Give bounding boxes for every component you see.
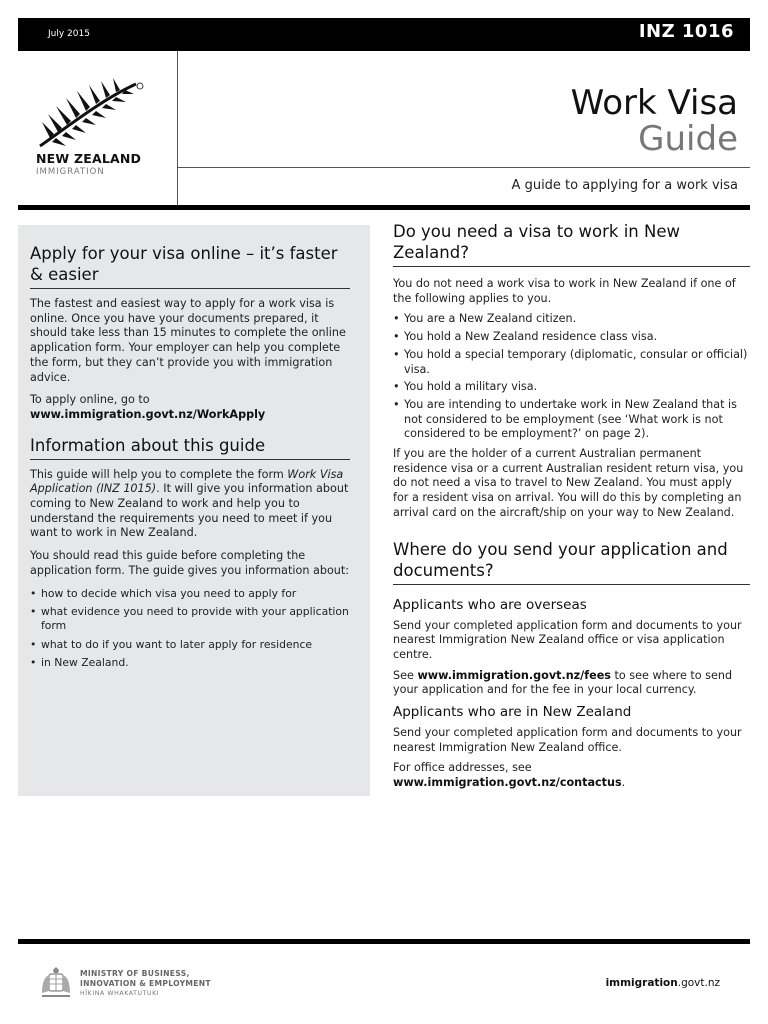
guide-read-paragraph: You should read this guide before completing the application form. The guide gives you information about: xyxy=(30,549,350,577)
in-nz-paragraph: Send your completed application form and documents to your nearest Immigration New Zealand office. xyxy=(393,726,742,754)
ministry-maori-name: HĪKINA WHAKATUTUKI xyxy=(80,990,160,997)
fees-paragraph: See www.immigration.govt.nz/fees to see where to send your application and for the fee in your local currency. xyxy=(393,668,733,697)
ministry-name-line2: INNOVATION & EMPLOYMENT xyxy=(80,979,211,988)
form-name: Work Visa Application (INZ 1015) xyxy=(30,467,344,496)
exemption-list xyxy=(393,312,750,442)
guide-info-paragraph: This guide will help you to complete the form Work Visa Application (INZ 1015). It will give you information about coming to New Zealand to work and help you to understand the requirements you need to meet if you want to work in New Zealand. xyxy=(30,467,349,540)
list-item: • what to do if you want to later apply for residence xyxy=(30,638,350,653)
ministry-name-line1: MINISTRY OF BUSINESS, xyxy=(80,969,190,978)
list-item: • in New Zealand. xyxy=(30,656,350,671)
fees-link[interactable]: www.immigration.govt.nz/fees xyxy=(417,668,611,682)
overseas-subheading: Applicants who are overseas xyxy=(393,596,587,613)
footer-url[interactable]: immigration.govt.nz xyxy=(605,977,720,989)
page-title-secondary: Guide xyxy=(638,119,738,159)
apply-online-paragraph: To apply online, go to www.immigration.govt.nz/WorkApply xyxy=(30,393,266,421)
header-bar xyxy=(18,18,750,51)
brand-sub: IMMIGRATION xyxy=(36,167,105,177)
list-item: • You hold a special temporary (diplomatic, consular or official) visa. xyxy=(393,348,750,377)
guide-topics-list xyxy=(30,587,350,671)
send-application-heading: Where do you send your application and documents? xyxy=(393,539,750,585)
list-item: • how to decide which visa you need to apply for xyxy=(30,587,350,602)
need-visa-paragraph: You do not need a work visa to work in New Zealand if one of the following applies to you. xyxy=(393,277,736,305)
guide-info-heading: Information about this guide xyxy=(30,435,350,460)
contact-paragraph: For office addresses, see www.immigration.govt.nz/contactus. xyxy=(393,761,626,790)
list-item: • You hold a military visa. xyxy=(393,380,750,395)
header-horizontal-divider xyxy=(177,167,750,168)
overseas-paragraph: Send your completed application form and documents to your nearest Immigration New Zealand office or visa application centre. xyxy=(393,618,742,661)
form-code: INZ 1016 xyxy=(638,21,734,42)
online-apply-panel xyxy=(18,225,370,796)
in-nz-subheading: Applicants who are in New Zealand xyxy=(393,704,632,721)
online-apply-paragraph: The fastest and easiest way to apply for a work visa is online. Once you have your documents prepared, it should take less than 15 minutes to complete the online application form. Your employer can help you complete the form, but they can’t provide you with immigration advice. xyxy=(30,297,346,384)
australian-visa-paragraph: If you are the holder of a current Australian permanent residence visa or a current Australian resident return visa, you do not need a visa to travel to New Zealand. You must apply for a resident visa on arrival. You will do this by completing an arrival card on the aircraft/ship on your way to New Zealand. xyxy=(393,447,744,519)
silver-fern-icon xyxy=(36,78,146,150)
main-column xyxy=(393,221,750,797)
publication-date: July 2015 xyxy=(48,29,90,39)
footer-rule xyxy=(18,939,750,944)
brand-name: NEW ZEALAND xyxy=(36,151,142,166)
list-item: • You hold a New Zealand residence class visa. xyxy=(393,330,750,345)
need-visa-heading: Do you need a visa to work in New Zealand? xyxy=(393,221,750,267)
page-subtitle: A guide to applying for a work visa xyxy=(511,178,738,193)
new-zealand-immigration-logo xyxy=(36,78,166,178)
list-item: • You are intending to undertake work in New Zealand that is not considered to be employment (see ‘What work is not considered to be employment?’ on page 2). xyxy=(393,398,750,442)
mbie-logo xyxy=(38,967,278,1003)
online-apply-heading: Apply for your visa online – it’s faster & easier xyxy=(30,243,350,289)
contact-link[interactable]: www.immigration.govt.nz/contactus xyxy=(393,776,622,790)
list-item: • what evidence you need to provide with your application form xyxy=(30,605,350,634)
list-item: • You are a New Zealand citizen. xyxy=(393,312,750,327)
header-rule xyxy=(18,205,750,210)
work-apply-link[interactable]: www.immigration.govt.nz/WorkApply xyxy=(30,407,266,421)
coat-of-arms-icon xyxy=(38,967,74,1001)
page-title: Work Visa xyxy=(570,83,738,123)
header-vertical-divider xyxy=(177,51,178,206)
